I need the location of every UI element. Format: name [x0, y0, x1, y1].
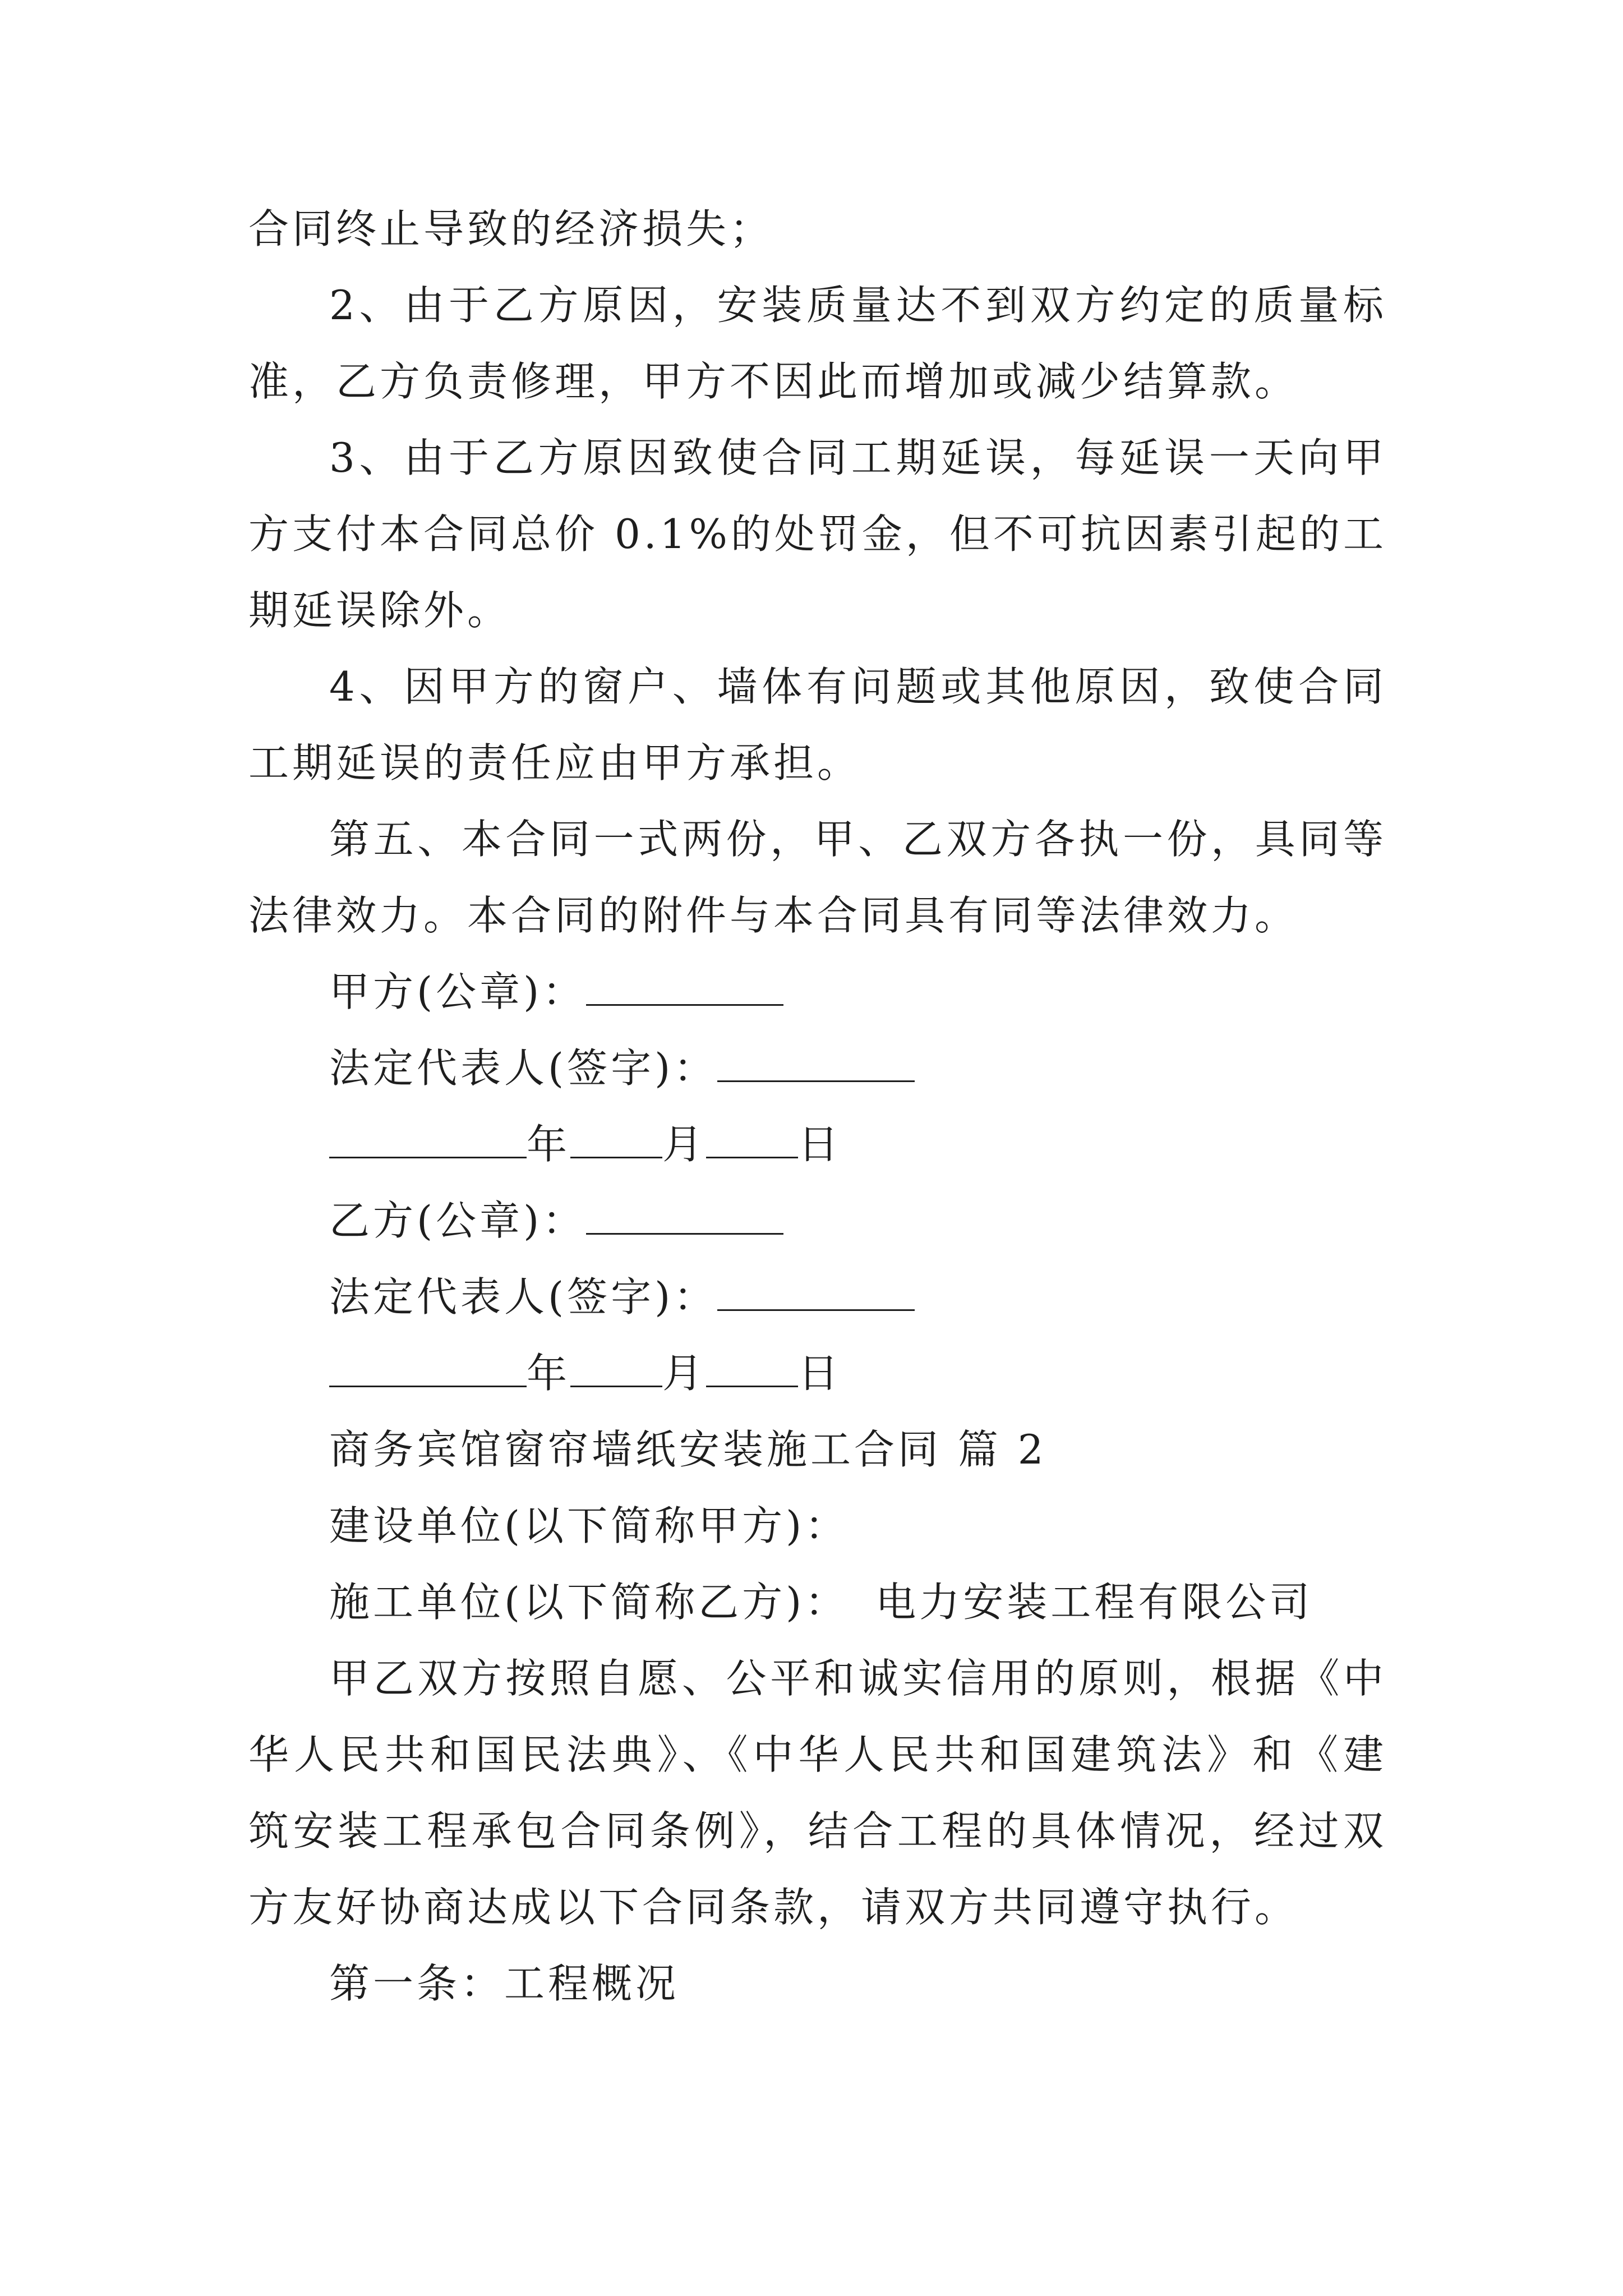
contractor-name: 电力安装工程有限公司	[875, 1579, 1313, 1626]
contractor-label: 施工单位(以下简称乙方)：	[329, 1579, 849, 1626]
party-a-month-blank	[570, 1121, 662, 1158]
month-label: 月	[662, 1121, 707, 1168]
party-b-day-blank	[706, 1350, 798, 1387]
clause-4-paragraph: 4、因甲方的窗户、墙体有问题或其他原因，致使合同工期延误的责任应由甲方承担。	[248, 663, 1387, 786]
party-b-seal-line	[248, 1182, 1387, 1259]
party-a-rep-blank	[717, 1045, 915, 1082]
day-label: 日	[798, 1350, 842, 1397]
party-b-rep-line	[248, 1259, 1387, 1335]
clause-2-paragraph: 2、由于乙方原因，安装质量达不到双方约定的质量标准，乙方负责修理，甲方不因此而增加或减少结算款。	[248, 282, 1387, 405]
year-label: 年	[527, 1121, 571, 1168]
party-b-month-blank	[570, 1350, 662, 1387]
party-b-year-blank	[329, 1350, 527, 1387]
section-2-title: 商务宾馆窗帘墙纸安装施工合同 篇 2	[329, 1426, 1047, 1473]
party-a-year-blank	[329, 1121, 527, 1158]
party-a-seal-line	[248, 954, 1387, 1030]
party-a-rep-label: 法定代表人(签字)：	[329, 1045, 718, 1092]
party-b-seal-blank	[586, 1197, 783, 1235]
article-5-paragraph: 第五、本合同一式两份，甲、乙双方各执一份，具同等法律效力。本合同的附件与本合同具有同等法律效力。	[248, 816, 1387, 939]
party-a-date-line	[248, 1106, 1387, 1182]
party-b-date-line	[248, 1335, 1387, 1411]
intro-paragraph: 甲乙双方按照自愿、公平和诚实信用的原则，根据《中华人民共和国民法典》、《中华人民共和国建筑法》和《建筑安装工程承包合同条例》，结合工程的具体情况，经过双方友好协商达成以下合同条款，请双方共同遵守执行。	[248, 1655, 1387, 1931]
builder-line: 建设单位(以下简称甲方)：	[329, 1502, 849, 1549]
party-a-rep-line	[248, 1030, 1387, 1106]
party-b-seal-label: 乙方(公章)：	[329, 1197, 587, 1244]
party-b-rep-blank	[717, 1273, 915, 1311]
party-b-rep-label: 法定代表人(签字)：	[329, 1273, 718, 1320]
party-a-day-blank	[706, 1121, 798, 1158]
year-label: 年	[527, 1350, 571, 1397]
month-label: 月	[662, 1350, 707, 1397]
day-label: 日	[798, 1121, 842, 1168]
party-a-seal-label: 甲方(公章)：	[329, 968, 587, 1015]
contractor-line	[248, 1564, 1387, 1640]
document-body	[248, 191, 1387, 2022]
paragraph-continuation: 合同终止导致的经济损失；	[248, 205, 774, 252]
article-1-heading: 第一条：工程概况	[329, 1960, 680, 2007]
clause-3-paragraph: 3、由于乙方原因致使合同工期延误，每延误一天向甲方支付本合同总价 0.1%的处罚金，但不可抗因素引起的工期延误除外。	[248, 434, 1387, 634]
party-a-seal-blank	[586, 968, 783, 1006]
